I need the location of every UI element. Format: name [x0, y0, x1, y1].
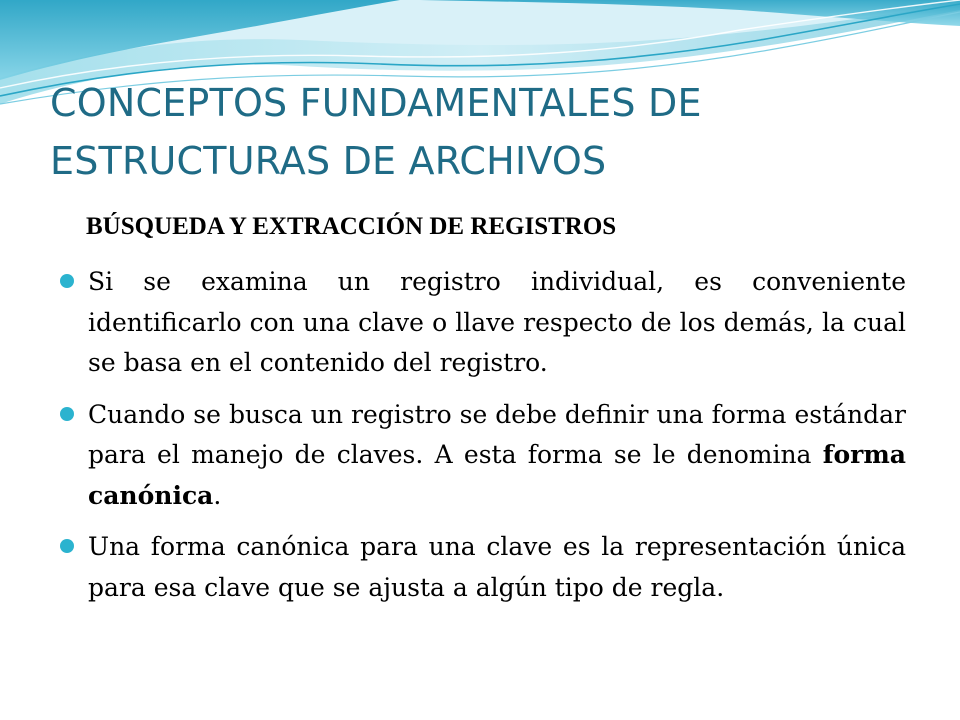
- bullet-dot-icon: [60, 407, 74, 421]
- slide-title: CONCEPTOS FUNDAMENTALES DE ESTRUCTURAS DE ARCHIVOS: [50, 81, 702, 183]
- bullet-dot-icon: [60, 539, 74, 553]
- bullet-item: [88, 262, 906, 384]
- bullet-text: Cuando se busca un registro se debe definir una forma estándar para el manejo de claves. A esta forma se le denomina: [88, 399, 906, 469]
- bullet-text: Una forma canónica para una clave es la representación única para esa clave que se ajusta a algún tipo de regla.: [88, 532, 906, 602]
- slide-subtitle: BÚSQUEDA Y EXTRACCIÓN DE REGISTROS: [86, 213, 617, 240]
- bullet-item: [88, 527, 906, 608]
- bullet-bold-term: forma canónica: [88, 440, 906, 510]
- bullet-dot-icon: [60, 274, 74, 288]
- bullet-list: [88, 262, 906, 619]
- bullet-text: Si se examina un registro individual, es conveniente identificarlo con una clave o llave respecto de los demás, la cual se basa en el contenido del registro.: [88, 267, 906, 377]
- bullet-text-end: .: [213, 480, 222, 510]
- bullet-item: [88, 395, 906, 517]
